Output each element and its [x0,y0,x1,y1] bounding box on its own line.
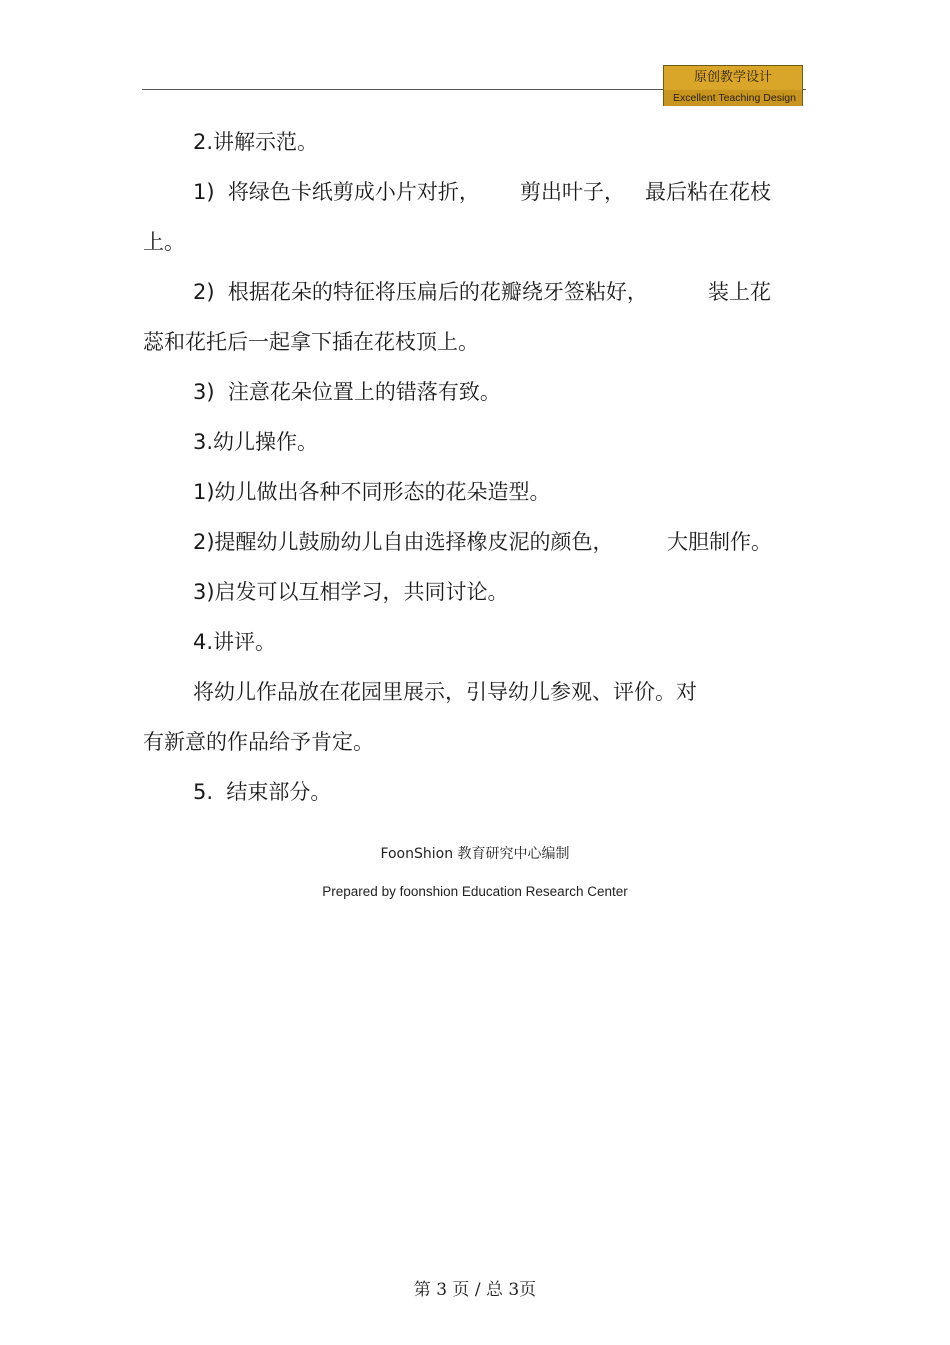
footer-org-en: Prepared by foonshion Education Research Center [322,884,628,899]
header-badge [663,65,803,106]
section-heading-ending: 5. 结束部分。 [193,780,332,804]
paragraph-line: 将幼儿作品放在花园里展示，引导幼儿参观、评价。对 [193,680,697,704]
paragraph-line: 2) 根据花朵的特征将压扁后的花瓣绕牙签粘好， 装上花 [193,280,771,304]
badge-title-cn: 原创教学设计 [664,66,802,89]
page-indicator: 第 3 页 / 总 3页 [413,1280,537,1300]
paragraph-line: 1)幼儿做出各种不同形态的花朵造型。 [193,480,551,504]
footer-org-cn: FoonShion 教育研究中心编制 [380,846,570,862]
paragraph-line: 1) 将绿色卡纸剪成小片对折， 剪出叶子， 最后粘在花枝 [193,180,771,204]
paragraph-line: 有新意的作品给予肯定。 [143,730,374,754]
badge-title-en: Excellent Teaching Design [664,90,802,106]
section-heading-practice: 3.幼儿操作。 [193,430,319,454]
section-heading-review: 4.讲评。 [193,630,277,654]
section-heading-demo: 2.讲解示范。 [193,130,319,154]
paragraph-line: 上。 [143,230,185,254]
paragraph-line: 2)提醒幼儿鼓励幼儿自由选择橡皮泥的颜色， 大胆制作。 [193,530,772,554]
paragraph-line: 蕊和花托后一起拿下插在花枝顶上。 [143,330,479,354]
paragraph-line: 3) 注意花朵位置上的错落有致。 [193,380,501,404]
paragraph-line: 3)启发可以互相学习，共同讨论。 [193,580,509,604]
